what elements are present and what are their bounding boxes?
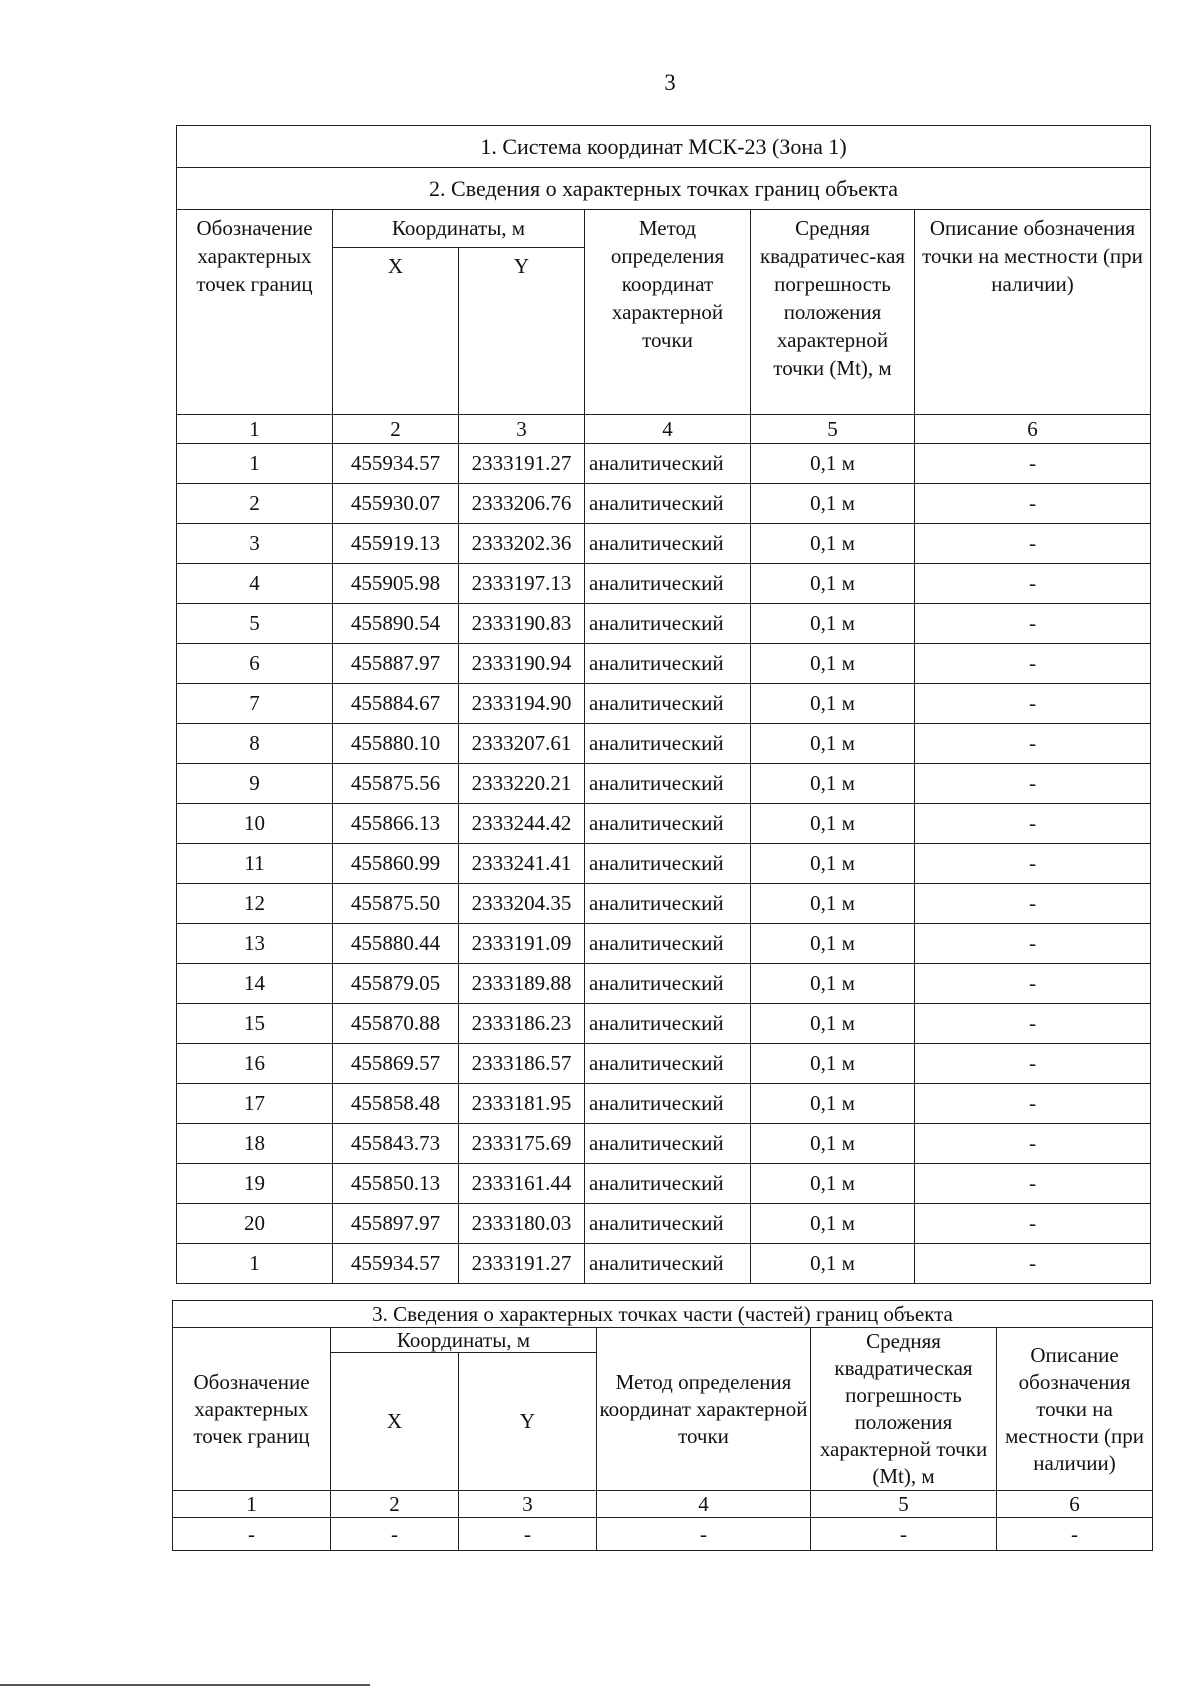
col-number: 1 xyxy=(173,1491,331,1518)
cell-point: 16 xyxy=(177,1044,333,1084)
table-row xyxy=(177,884,1151,924)
cell-description: - xyxy=(915,1164,1151,1204)
cell-point: 3 xyxy=(177,524,333,564)
boundary-points-table xyxy=(176,125,1151,1284)
cell-description: - xyxy=(997,1518,1153,1551)
cell-method: аналитический xyxy=(585,724,751,764)
table-row xyxy=(177,484,1151,524)
header-y: Y xyxy=(459,247,585,414)
col-number: 2 xyxy=(333,415,459,444)
cell-x: 455880.10 xyxy=(333,724,459,764)
cell-method: аналитический xyxy=(585,964,751,1004)
cell-point: 10 xyxy=(177,804,333,844)
col-number: 2 xyxy=(331,1491,459,1518)
cell-description: - xyxy=(915,764,1151,804)
cell-description: - xyxy=(915,1204,1151,1244)
cell-method: аналитический xyxy=(585,604,751,644)
cell-x: 455887.97 xyxy=(333,644,459,684)
cell-error: - xyxy=(811,1518,997,1551)
cell-description: - xyxy=(915,524,1151,564)
section-2-title: 2. Сведения о характерных точках границ объекта xyxy=(177,168,1151,210)
cell-method: аналитический xyxy=(585,1204,751,1244)
cell-point: 14 xyxy=(177,964,333,1004)
table-row xyxy=(177,444,1151,484)
cell-method: аналитический xyxy=(585,524,751,564)
cell-point: 20 xyxy=(177,1204,333,1244)
col-number: 4 xyxy=(597,1491,811,1518)
cell-x: 455890.54 xyxy=(333,604,459,644)
cell-method: аналитический xyxy=(585,1044,751,1084)
cell-point: 17 xyxy=(177,1084,333,1124)
cell-x: 455919.13 xyxy=(333,524,459,564)
cell-method: аналитический xyxy=(585,1084,751,1124)
cell-error: 0,1 м xyxy=(751,804,915,844)
table-row xyxy=(177,964,1151,1004)
table-row xyxy=(177,564,1151,604)
page-number: 3 xyxy=(664,70,676,95)
cell-point: 5 xyxy=(177,604,333,644)
cell-x: 455930.07 xyxy=(333,484,459,524)
cell-point: 6 xyxy=(177,644,333,684)
cell-method: аналитический xyxy=(585,564,751,604)
table-row xyxy=(177,844,1151,884)
cell-description: - xyxy=(915,884,1151,924)
cell-error: 0,1 м xyxy=(751,764,915,804)
table-row xyxy=(177,524,1151,564)
cell-y: 2333191.27 xyxy=(459,1244,585,1284)
cell-point: 1 xyxy=(177,1244,333,1284)
cell-y: 2333191.27 xyxy=(459,444,585,484)
table-row xyxy=(177,1044,1151,1084)
part-boundary-points-table xyxy=(172,1300,1153,1551)
cell-x: 455884.67 xyxy=(333,684,459,724)
cell-description: - xyxy=(915,724,1151,764)
cell-y: 2333191.09 xyxy=(459,924,585,964)
cell-method: - xyxy=(597,1518,811,1551)
cell-point: 15 xyxy=(177,1004,333,1044)
cell-error: 0,1 м xyxy=(751,1164,915,1204)
header-coords: Координаты, м xyxy=(331,1328,597,1353)
cell-x: 455897.97 xyxy=(333,1204,459,1244)
cell-y: 2333175.69 xyxy=(459,1124,585,1164)
cell-point: 11 xyxy=(177,844,333,884)
table-row xyxy=(177,1084,1151,1124)
cell-point: 7 xyxy=(177,684,333,724)
col-number: 5 xyxy=(811,1491,997,1518)
cell-x: 455843.73 xyxy=(333,1124,459,1164)
cell-method: аналитический xyxy=(585,844,751,884)
cell-error: 0,1 м xyxy=(751,1124,915,1164)
cell-x: 455860.99 xyxy=(333,844,459,884)
cell-y: 2333197.13 xyxy=(459,564,585,604)
cell-point: 13 xyxy=(177,924,333,964)
cell-y: 2333202.36 xyxy=(459,524,585,564)
table-row xyxy=(177,804,1151,844)
cell-method: аналитический xyxy=(585,1004,751,1044)
table-row xyxy=(177,1004,1151,1044)
cell-error: 0,1 м xyxy=(751,924,915,964)
cell-error: 0,1 м xyxy=(751,844,915,884)
cell-description: - xyxy=(915,1084,1151,1124)
cell-y: 2333181.95 xyxy=(459,1084,585,1124)
cell-x: 455875.50 xyxy=(333,884,459,924)
footer-divider xyxy=(0,1684,370,1686)
cell-method: аналитический xyxy=(585,644,751,684)
cell-description: - xyxy=(915,684,1151,724)
cell-point: 9 xyxy=(177,764,333,804)
cell-description: - xyxy=(915,804,1151,844)
cell-method: аналитический xyxy=(585,764,751,804)
cell-x: 455870.88 xyxy=(333,1004,459,1044)
cell-x: 455934.57 xyxy=(333,1244,459,1284)
cell-error: 0,1 м xyxy=(751,644,915,684)
cell-y: 2333186.57 xyxy=(459,1044,585,1084)
header-x: X xyxy=(333,247,459,414)
cell-description: - xyxy=(915,1004,1151,1044)
cell-method: аналитический xyxy=(585,1164,751,1204)
table-row xyxy=(177,764,1151,804)
cell-y: 2333206.76 xyxy=(459,484,585,524)
col-number: 1 xyxy=(177,415,333,444)
header-coords: Координаты, м xyxy=(333,210,585,248)
table-row xyxy=(177,724,1151,764)
cell-point: 8 xyxy=(177,724,333,764)
cell-description: - xyxy=(915,964,1151,1004)
cell-description: - xyxy=(915,844,1151,884)
header-point: Обозначение характерных точек границ xyxy=(173,1328,331,1491)
cell-y: 2333220.21 xyxy=(459,764,585,804)
table-row xyxy=(177,644,1151,684)
table-row xyxy=(177,924,1151,964)
cell-description: - xyxy=(915,604,1151,644)
table-row xyxy=(177,1204,1151,1244)
cell-error: 0,1 м xyxy=(751,884,915,924)
cell-error: 0,1 м xyxy=(751,1044,915,1084)
cell-x: 455879.05 xyxy=(333,964,459,1004)
cell-point: 19 xyxy=(177,1164,333,1204)
cell-method: аналитический xyxy=(585,444,751,484)
cell-description: - xyxy=(915,1124,1151,1164)
table-row xyxy=(177,1244,1151,1284)
cell-y: 2333207.61 xyxy=(459,724,585,764)
cell-error: 0,1 м xyxy=(751,724,915,764)
cell-x: 455869.57 xyxy=(333,1044,459,1084)
col-number: 5 xyxy=(751,415,915,444)
cell-y: 2333241.41 xyxy=(459,844,585,884)
cell-error: 0,1 м xyxy=(751,964,915,1004)
cell-y: 2333180.03 xyxy=(459,1204,585,1244)
cell-description: - xyxy=(915,1044,1151,1084)
header-error: Средняя квадратичес-кая погрешность положения характерной точки (Mt), м xyxy=(751,210,915,415)
table-row xyxy=(177,604,1151,644)
cell-error: 0,1 м xyxy=(751,684,915,724)
cell-x: 455866.13 xyxy=(333,804,459,844)
cell-description: - xyxy=(915,444,1151,484)
cell-method: аналитический xyxy=(585,1124,751,1164)
cell-description: - xyxy=(915,1244,1151,1284)
coordinate-system-title: 1. Система координат МСК-23 (Зона 1) xyxy=(177,126,1151,168)
header-description: Описание обозначения точки на местности (при наличии) xyxy=(915,210,1151,415)
header-x: X xyxy=(331,1352,459,1490)
cell-x: - xyxy=(331,1518,459,1551)
cell-x: 455858.48 xyxy=(333,1084,459,1124)
cell-point: 1 xyxy=(177,444,333,484)
cell-point: 4 xyxy=(177,564,333,604)
cell-x: 455934.57 xyxy=(333,444,459,484)
cell-method: аналитический xyxy=(585,804,751,844)
section-3-title: 3. Сведения о характерных точках части (частей) границ объекта xyxy=(173,1301,1153,1328)
cell-y: 2333190.83 xyxy=(459,604,585,644)
cell-error: 0,1 м xyxy=(751,1204,915,1244)
cell-description: - xyxy=(915,564,1151,604)
cell-y: 2333194.90 xyxy=(459,684,585,724)
cell-method: аналитический xyxy=(585,684,751,724)
table-row xyxy=(177,684,1151,724)
table-row xyxy=(177,1124,1151,1164)
cell-y: 2333244.42 xyxy=(459,804,585,844)
header-y: Y xyxy=(459,1352,597,1490)
cell-error: 0,1 м xyxy=(751,604,915,644)
cell-x: 455880.44 xyxy=(333,924,459,964)
cell-error: 0,1 м xyxy=(751,1004,915,1044)
col-number: 6 xyxy=(997,1491,1153,1518)
cell-point: 2 xyxy=(177,484,333,524)
cell-y: 2333161.44 xyxy=(459,1164,585,1204)
cell-y: 2333204.35 xyxy=(459,884,585,924)
cell-point: 18 xyxy=(177,1124,333,1164)
cell-description: - xyxy=(915,644,1151,684)
cell-point: - xyxy=(173,1518,331,1551)
header-error: Средняя квадратическая погрешность положения характерной точки (Mt), м xyxy=(811,1328,997,1491)
cell-description: - xyxy=(915,484,1151,524)
col-number: 3 xyxy=(459,1491,597,1518)
cell-y: 2333190.94 xyxy=(459,644,585,684)
cell-method: аналитический xyxy=(585,484,751,524)
cell-x: 455850.13 xyxy=(333,1164,459,1204)
cell-y: - xyxy=(459,1518,597,1551)
cell-method: аналитический xyxy=(585,924,751,964)
cell-x: 455905.98 xyxy=(333,564,459,604)
header-method: Метод определения координат характерной точки xyxy=(585,210,751,415)
cell-error: 0,1 м xyxy=(751,1244,915,1284)
table-row xyxy=(177,1164,1151,1204)
cell-error: 0,1 м xyxy=(751,1084,915,1124)
header-method: Метод определения координат характерной точки xyxy=(597,1328,811,1491)
cell-error: 0,1 м xyxy=(751,484,915,524)
cell-point: 12 xyxy=(177,884,333,924)
table-row xyxy=(173,1518,1153,1551)
cell-error: 0,1 м xyxy=(751,444,915,484)
col-number: 4 xyxy=(585,415,751,444)
cell-error: 0,1 м xyxy=(751,564,915,604)
cell-method: аналитический xyxy=(585,884,751,924)
header-point: Обозначение характерных точек границ xyxy=(177,210,333,415)
col-number: 3 xyxy=(459,415,585,444)
col-number: 6 xyxy=(915,415,1151,444)
cell-error: 0,1 м xyxy=(751,524,915,564)
cell-y: 2333186.23 xyxy=(459,1004,585,1044)
cell-description: - xyxy=(915,924,1151,964)
cell-y: 2333189.88 xyxy=(459,964,585,1004)
cell-method: аналитический xyxy=(585,1244,751,1284)
header-description: Описание обозначения точки на местности (при наличии) xyxy=(997,1328,1153,1491)
cell-x: 455875.56 xyxy=(333,764,459,804)
